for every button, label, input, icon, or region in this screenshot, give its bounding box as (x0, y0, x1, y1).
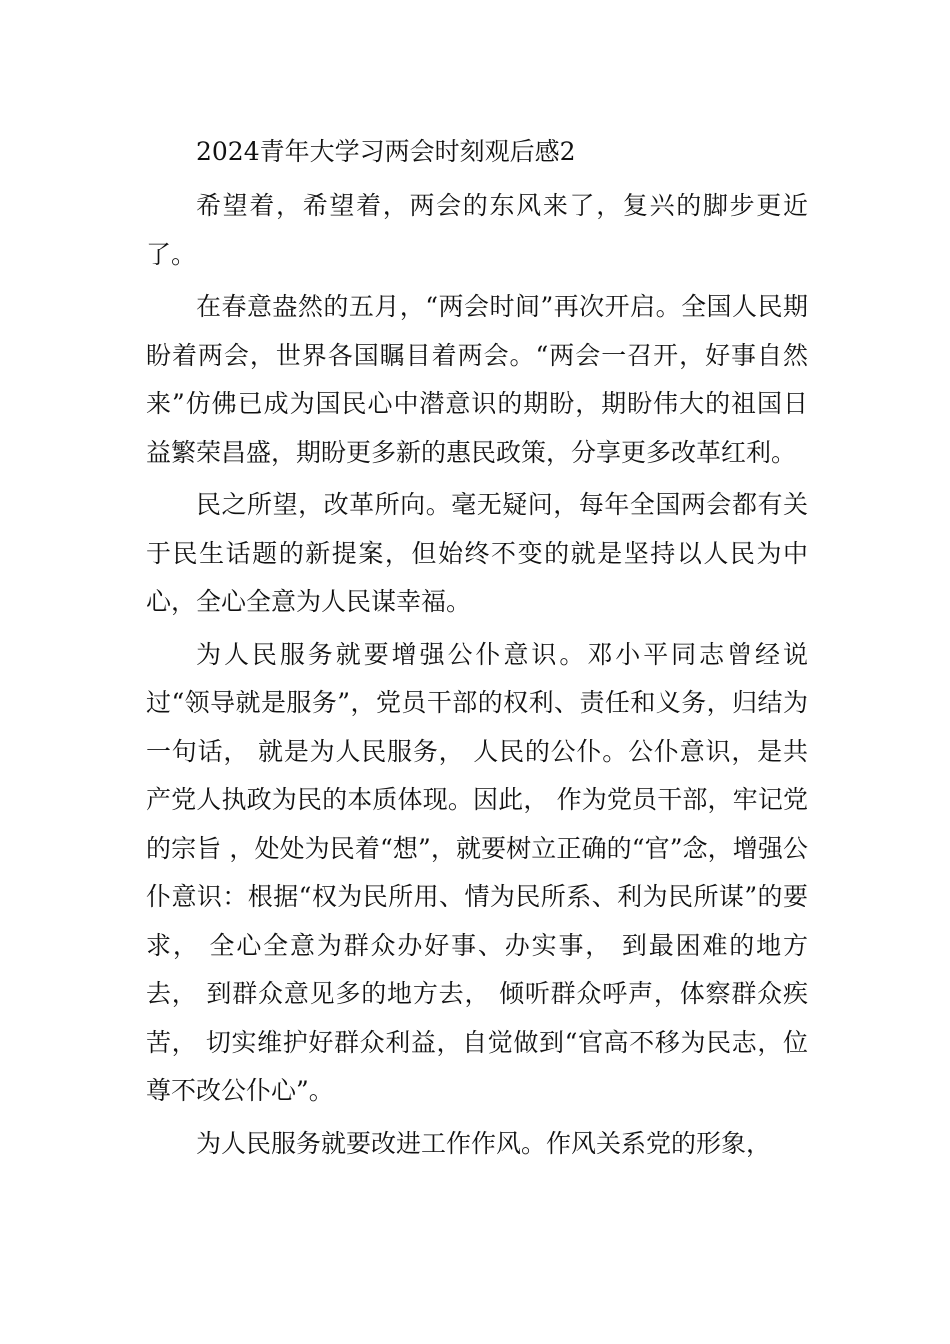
paragraph-1: 希望着，希望着，两会的东风来了，复兴的脚步更近了。 (146, 191, 808, 269)
paragraph-5: 为人民服务就要改进工作作风。作风关系党的形象， (196, 1128, 772, 1158)
paragraph-3: 民之所望，改革所向。毫无疑问，每年全国两会都有关于民生话题的新提案，但始终不变的就是坚持以人民为中心，全心全意为人民谋幸福。 (146, 490, 808, 616)
paragraph-4: 为人民服务就要增强公仆意识。邓小平同志曾经说过“领导就是服务”，党员干部的权利、责任和义务，归结为一句话， 就是为人民服务， 人民的公仆。公仆意识，是共产党人执政为民的本质体现。因此， 作为党员干部，牢记党的宗旨 ，处处为民着“想”，就要树立正确的“官”念，增强公仆意识：根据“权为民所用、情为民所系、利为民所谋”的要求， 全心全意为群众办好事、办实事， 到最困难的地方去， 到群众意见多的地方去， 倾听群众呼声，体察群众疾苦， 切实维护好群众利益，自觉做到“官高不移为民志，位尊不改公仆心”。 (146, 639, 808, 1105)
document-title: 2024青年大学习两会时刻观后感2 (196, 137, 576, 166)
paragraph-2: 在春意盎然的五月，“两会时间”再次开启。全国人民期盼着两会，世界各国瞩目着两会。“两会一召开，好事自然来”仿佛已成为国民心中潜意识的期盼，期盼伟大的祖国日益繁荣昌盛，期盼更多新的惠民政策，分享更多改革红利。 (146, 292, 808, 467)
document-page (146, 126, 808, 1168)
